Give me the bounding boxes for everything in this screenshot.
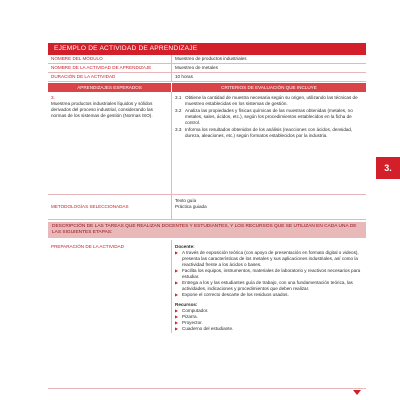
criterion-item <box>175 95 363 107</box>
criterion-text: Analiza las propiedades y físicas químicas de las muestras obtenidas (metales, no metales, sales, ácidos, etc.), según los procedimientos establecidos en la ficha de control. <box>185 108 353 125</box>
recursos-title: Recursos: <box>175 302 198 307</box>
docente-item-text: Entrega a los y las estudiantes guía de trabajo, con una fundamentación teórica, las actividades, indicaciones y procedimientos que deben realizar. <box>182 280 353 291</box>
arrow-bullet-icon: ▶ <box>175 250 179 255</box>
info-row-activity <box>48 64 366 73</box>
duration-value: 10 horas <box>172 73 367 82</box>
activity-banner: EJEMPLO DE ACTIVIDAD DE APRENDIZAJE <box>48 43 366 55</box>
activity-name-label: NOMBRE DE LA ACTIVIDAD DE APRENDIZAJE <box>48 64 172 73</box>
arrow-bullet-icon: ▶ <box>175 268 179 273</box>
docente-title: Docente: <box>175 244 195 249</box>
criterion-text: Informa los resultados obtenidos de los análisis (reacciones con ácidos, densidad, dureza, aleaciones, etc.) según formatos establecidos por la industria. <box>185 127 353 138</box>
docente-item <box>175 268 363 280</box>
criterion-number: 3.2 <box>175 108 182 113</box>
method-item: Texto guía <box>175 198 197 203</box>
module-label: NOMBRE DEL MÓDULO <box>48 55 172 64</box>
methods-cell <box>172 195 367 220</box>
docente-item <box>175 280 363 292</box>
preparation-table <box>48 240 366 333</box>
learning-table <box>48 83 366 220</box>
docente-item-text: A través de exposición teórica (con apoyo de presentación en formato digital o videos), presenta las características de los metales y sus aplicaciones industriales, así como la reactividad frente a los ácidos o bases. <box>182 250 359 267</box>
recurso-item-text: Proyector. <box>182 320 203 325</box>
recurso-item-text: Pizarra. <box>182 314 198 319</box>
learning-number: 3. <box>51 95 55 100</box>
learning-text: Muestrea productos industriales líquidos y sólidos derivados del proceso industrial, considerando las normas de los sistemas de gestión (Normas ISO). <box>51 101 153 118</box>
arrow-bullet-icon: ▶ <box>175 314 179 319</box>
docente-item <box>175 292 363 298</box>
criterion-number: 3.3 <box>175 127 182 132</box>
docente-item <box>175 250 363 268</box>
module-value: Muestreo de productos industriales <box>172 55 367 64</box>
preparation-label: PREPARACIÓN DE LA ACTIVIDAD <box>48 240 172 333</box>
recurso-item-text: Cuaderno del estudiante. <box>182 326 234 331</box>
arrow-bullet-icon: ▶ <box>175 292 179 297</box>
criteria-header: CRITERIOS DE EVALUACIÓN QUE INCLUYE <box>172 83 367 92</box>
criterion-text: Obtiene la cantidad de muestra necesaria según su origen, utilizando las técnicas de muestreo establecidas en los sistemas de gestión. <box>185 95 358 106</box>
info-table <box>48 55 366 82</box>
methods-label: METODOLOGÍAS SELECCIONADAS <box>48 195 172 220</box>
activity-name-value: Muestreo de metales <box>172 64 367 73</box>
chapter-tab: 3. <box>376 157 400 179</box>
recurso-item-text: Computador. <box>182 308 209 313</box>
info-row-duration <box>48 73 366 82</box>
preparation-cell <box>172 240 367 333</box>
stages-description: DESCRIPCIÓN DE LAS TAREAS QUE REALIZAN DOCENTES Y ESTUDIANTES, Y LOS RECURSOS QUE SE UTILIZAN EN CADA UNA DE LAS SIGUIENTES ETAPAS: <box>48 222 366 238</box>
arrow-bullet-icon: ▶ <box>175 320 179 325</box>
method-item: Práctica guiada <box>175 204 207 209</box>
activity-page <box>48 43 366 333</box>
learning-header: APRENDIZAJES ESPERADOS <box>48 83 172 92</box>
arrow-bullet-icon: ▶ <box>175 308 179 313</box>
criterion-item <box>175 108 363 126</box>
criterion-item <box>175 127 363 139</box>
bottom-divider <box>48 388 366 389</box>
continue-triangle-icon <box>353 390 361 395</box>
learning-cell <box>48 92 172 195</box>
docente-item-text: Facilita los equipos, instrumentos, materiales de laboratorio y reactivos necesarios para estudiar. <box>182 268 361 279</box>
recurso-item <box>175 326 363 332</box>
docente-item-text: Expone el correcto descarte de los residuos usados. <box>182 292 289 297</box>
info-row-module <box>48 55 366 64</box>
duration-label: DURACIÓN DE LA ACTIVIDAD <box>48 73 172 82</box>
criteria-cell <box>172 92 367 195</box>
criterion-number: 3.1 <box>175 95 182 100</box>
arrow-bullet-icon: ▶ <box>175 280 179 285</box>
arrow-bullet-icon: ▶ <box>175 326 179 331</box>
